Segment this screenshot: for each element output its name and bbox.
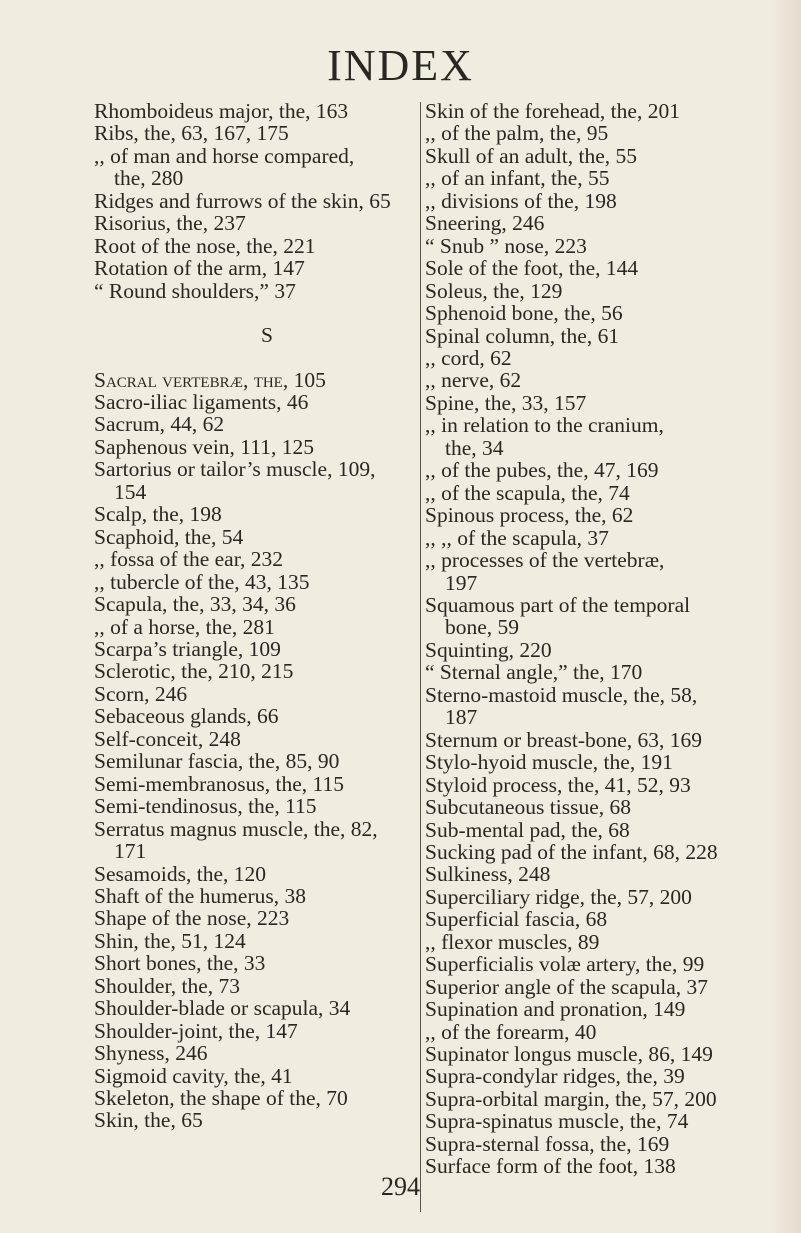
index-entry: Sub-mental pad, the, 68 xyxy=(425,817,630,842)
page-number: 294 xyxy=(381,1172,420,1201)
index-entry: ,, of the pubes, the, 47, 169 xyxy=(425,458,659,483)
index-entry: Squinting, 220 xyxy=(425,637,552,662)
index-entry-continuation: 187 xyxy=(445,705,478,730)
index-entry: Sacro-iliac ligaments, 46 xyxy=(94,389,309,414)
index-entry: Root of the nose, the, 221 xyxy=(94,233,316,258)
index-entry: ,, fossa of the ear, 232 xyxy=(94,547,283,572)
index-entry: Superficial fascia, 68 xyxy=(425,907,608,932)
index-entry: Skeleton, the shape of the, 70 xyxy=(94,1086,348,1111)
index-entry: Rotation of the arm, 147 xyxy=(94,256,305,281)
index-column-right xyxy=(425,100,775,1178)
index-entry: Surface form of the foot, 138 xyxy=(425,1154,676,1179)
index-entry: Sacral vertebræ, the, 105 xyxy=(94,367,326,392)
index-entry: Scaphoid, the, 54 xyxy=(94,524,244,549)
index-entry: Short bones, the, 33 xyxy=(94,951,266,976)
index-entry: Supra-condylar ridges, the, 39 xyxy=(425,1064,685,1089)
index-entry-continuation: 154 xyxy=(114,479,147,504)
index-entry: Risorius, the, 237 xyxy=(94,211,246,236)
index-entry: Sartorius or tailor’s muscle, 109, xyxy=(94,457,376,482)
index-entry: Squamous part of the temporal xyxy=(425,592,691,617)
index-entry: Semi-membranosus, the, 115 xyxy=(94,771,345,796)
index-entry: ,, of the scapula, the, 74 xyxy=(425,480,630,505)
index-entry: Saphenous vein, 111, 125 xyxy=(94,434,314,459)
index-entry: ,, of a horse, the, 281 xyxy=(94,614,275,639)
index-entry: ,, divisions of the, 198 xyxy=(425,188,617,213)
index-entry: Shaft of the humerus, 38 xyxy=(94,883,306,908)
index-entry: Sebaceous glands, 66 xyxy=(94,704,279,729)
index-entry: Superciliary ridge, the, 57, 200 xyxy=(425,884,692,909)
index-entry: ,, of an infant, the, 55 xyxy=(425,166,610,191)
index-entry: Semi-tendinosus, the, 115 xyxy=(94,794,317,819)
page-title: INDEX xyxy=(327,41,474,90)
index-entry: ,, tubercle of the, 43, 135 xyxy=(94,569,310,594)
index-entry: ,, in relation to the cranium, xyxy=(425,413,664,438)
index-entry: Supra-sternal fossa, the, 169 xyxy=(425,1131,670,1156)
index-entry: Superficialis volæ artery, the, 99 xyxy=(425,952,705,977)
index-entry: Subcutaneous tissue, 68 xyxy=(425,795,632,820)
index-entry: Supra-orbital margin, the, 57, 200 xyxy=(425,1086,717,1111)
index-entry: Shin, the, 51, 124 xyxy=(94,928,246,953)
index-entry: ,, of the forearm, 40 xyxy=(425,1019,597,1044)
index-entry: ,, flexor muscles, 89 xyxy=(425,929,600,954)
index-entry: Sterno-mastoid muscle, the, 58, xyxy=(425,682,698,707)
index-entry: Shape of the nose, 223 xyxy=(94,906,290,931)
index-entry: “ Round shoulders,” 37 xyxy=(94,278,296,303)
index-entry-continuation: 197 xyxy=(445,570,478,595)
index-entry: Shoulder-blade or scapula, 34 xyxy=(94,996,351,1021)
index-entry: Skin of the forehead, the, 201 xyxy=(425,99,680,123)
index-entry: Scarpa’s triangle, 109 xyxy=(94,636,281,661)
index-entry: Supinator longus muscle, 86, 149 xyxy=(425,1042,713,1067)
index-entry: Supination and pronation, 149 xyxy=(425,997,686,1022)
index-entry: “ Sternal angle,” the, 170 xyxy=(425,660,643,685)
index-entry: Sneering, 246 xyxy=(425,211,545,236)
index-entry: Scalp, the, 198 xyxy=(94,502,222,527)
index-entry: Scorn, 246 xyxy=(94,681,188,706)
index-entry: Stylo-hyoid muscle, the, 191 xyxy=(425,750,673,775)
index-entry: Skull of an adult, the, 55 xyxy=(425,143,637,168)
column-divider xyxy=(420,102,421,1212)
index-entry: ,, of the palm, the, 95 xyxy=(425,121,609,146)
index-entry: Ribs, the, 63, 167, 175 xyxy=(94,121,289,146)
index-column-left xyxy=(94,100,416,1132)
index-entry: “ Snub ” nose, 223 xyxy=(425,233,587,258)
index-entry: Self-conceit, 248 xyxy=(94,726,241,751)
index-entry: ,, cord, 62 xyxy=(425,345,512,370)
index-entry: Skin, the, 65 xyxy=(94,1108,203,1133)
index-entry: Sucking pad of the infant, 68, 228 xyxy=(425,839,718,864)
index-entry: Sole of the foot, the, 144 xyxy=(425,256,639,281)
index-entry: Sternum or breast-bone, 63, 169 xyxy=(425,727,703,752)
index-entry: Spinous process, the, 62 xyxy=(425,503,634,528)
index-entry: ,, processes of the vertebræ, xyxy=(425,548,665,573)
index-entry: ,, ,, of the scapula, 37 xyxy=(425,525,609,550)
index-entry: Supra-spinatus muscle, the, 74 xyxy=(425,1109,689,1134)
index-entry: Sclerotic, the, 210, 215 xyxy=(94,659,294,684)
section-letter-heading: S xyxy=(261,323,273,348)
index-entry: Sphenoid bone, the, 56 xyxy=(425,301,623,326)
page-edge-shade xyxy=(771,0,801,1233)
index-entry: Ridges and furrows of the skin, 65 xyxy=(94,188,391,213)
index-entry: Sacrum, 44, 62 xyxy=(94,412,225,437)
index-entry-continuation: 171 xyxy=(114,839,147,864)
index-entry: Semilunar fascia, the, 85, 90 xyxy=(94,749,340,774)
index-entry: Sesamoids, the, 120 xyxy=(94,861,266,886)
index-entry: Sulkiness, 248 xyxy=(425,862,551,887)
index-entry-continuation: the, 34 xyxy=(445,435,504,460)
index-entry: ,, of man and horse compared, xyxy=(94,143,355,168)
index-entry: ,, nerve, 62 xyxy=(425,368,522,393)
index-entry: Shoulder-joint, the, 147 xyxy=(94,1018,298,1043)
index-entry-continuation: bone, 59 xyxy=(445,615,520,640)
index-entry: Sigmoid cavity, the, 41 xyxy=(94,1063,293,1088)
index-entry: Spine, the, 33, 157 xyxy=(425,390,587,415)
index-entry: Serratus magnus muscle, the, 82, xyxy=(94,816,378,841)
index-entry: Spinal column, the, 61 xyxy=(425,323,620,348)
index-entry: Scapula, the, 33, 34, 36 xyxy=(94,592,296,617)
index-entry: Shyness, 246 xyxy=(94,1041,208,1066)
index-entry: Rhomboideus major, the, 163 xyxy=(94,99,349,123)
index-entry: Soleus, the, 129 xyxy=(425,278,563,303)
index-entry: Styloid process, the, 41, 52, 93 xyxy=(425,772,691,797)
index-entry: Shoulder, the, 73 xyxy=(94,973,241,998)
index-entry: Superior angle of the scapula, 37 xyxy=(425,974,708,999)
index-entry-continuation: the, 280 xyxy=(114,166,184,191)
